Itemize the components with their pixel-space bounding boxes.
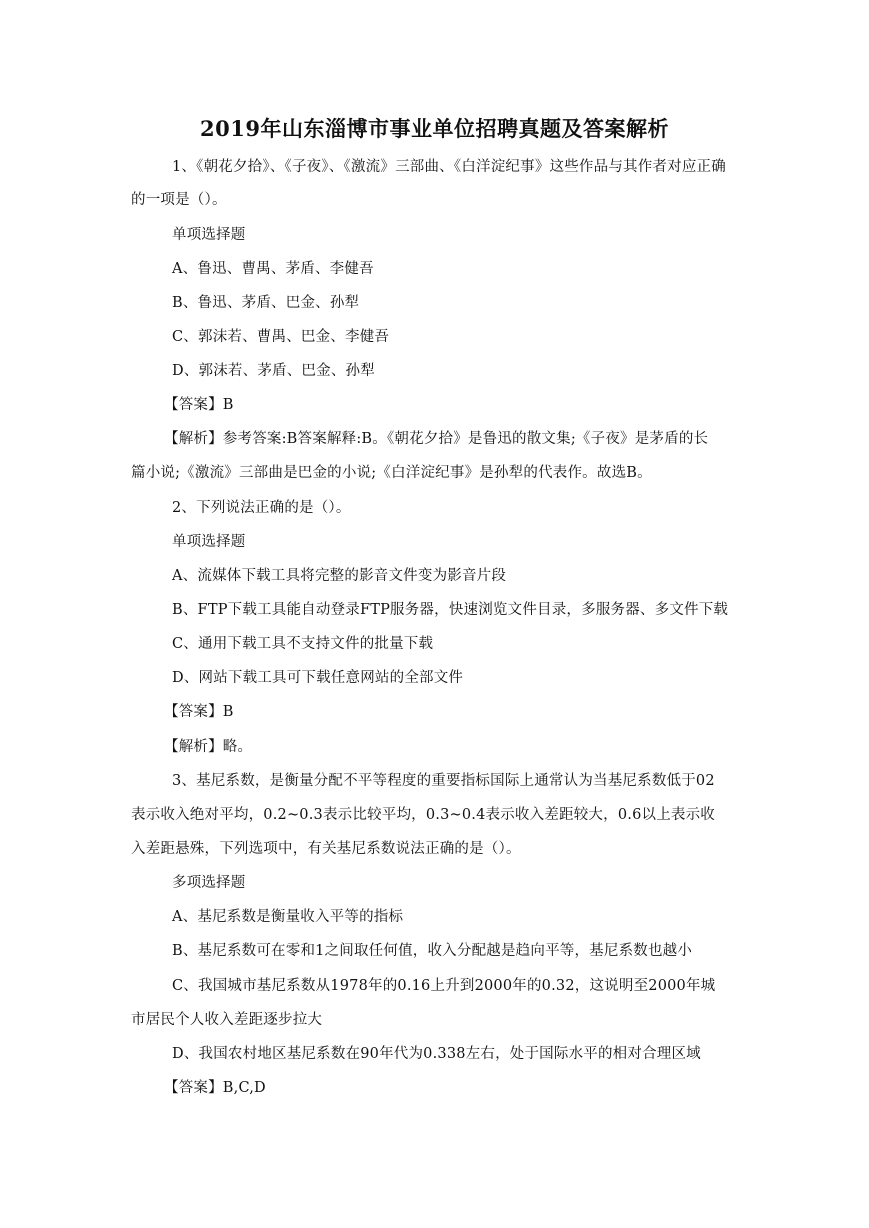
q2-option-b: B、FTP下载工具能自动登录FTP服务器，快速浏览文件目录，多服务器、多文件下载 xyxy=(172,602,729,618)
q1-analysis-line1: 【解析】参考答案:B答案解释:B。《朝花夕拾》是鲁迅的散文集;《子夜》是茅盾的长 xyxy=(164,431,709,447)
q3-stem-line2: 表示收入绝对平均，0.2~0.3表示比较平均，0.3~0.4表示收入差距较大，0.6以上表示收 xyxy=(131,807,715,823)
document-title: 2019年山东淄博市事业单位招聘真题及答案解析 xyxy=(200,116,669,141)
q2-answer: 【答案】B xyxy=(164,704,234,720)
q2-analysis: 【解析】略。 xyxy=(164,739,253,755)
q3-option-c-line2: 市居民个人收入差距逐步拉大 xyxy=(131,1012,323,1028)
q1-option-a: A、鲁迅、曹禺、茅盾、李健吾 xyxy=(172,261,374,277)
q1-option-c: C、郭沫若、曹禺、巴金、李健吾 xyxy=(172,329,390,345)
q1-option-b: B、鲁迅、茅盾、巴金、孙犁 xyxy=(172,295,360,311)
q2-stem: 2、下列说法正确的是（）。 xyxy=(172,500,351,516)
q3-stem-line3: 入差距悬殊，下列选项中，有关基尼系数说法正确的是（）。 xyxy=(131,841,521,857)
q1-question-type: 单项选择题 xyxy=(172,227,246,243)
q3-stem-line1: 3、基尼系数，是衡量分配不平等程度的重要指标国际上通常认为当基尼系数低于02 xyxy=(172,773,715,789)
q2-question-type: 单项选择题 xyxy=(172,534,246,550)
q3-question-type: 多项选择题 xyxy=(172,875,246,891)
q3-option-d: D、我国农村地区基尼系数在90年代为0.338左右，处于国际水平的相对合理区域 xyxy=(172,1046,701,1062)
q3-option-c-line1: C、我国城市基尼系数从1978年的0.16上升到2000年的0.32，这说明至2000年城 xyxy=(172,978,716,994)
q3-answer: 【答案】B,C,D xyxy=(164,1080,266,1096)
q1-option-d: D、郭沫若、茅盾、巴金、孙犁 xyxy=(172,363,375,379)
q1-analysis-line2: 篇小说;《激流》三部曲是巴金的小说;《白洋淀纪事》是孙犁的代表作。故选B。 xyxy=(131,465,652,481)
q2-option-d: D、网站下载工具可下载任意网站的全部文件 xyxy=(172,670,464,686)
q3-option-a: A、基尼系数是衡量收入平等的指标 xyxy=(172,909,404,925)
q1-answer: 【答案】B xyxy=(164,397,234,413)
q1-stem-line1: 1、《朝花夕拾》、《子夜》、《激流》三部曲、《白洋淀纪事》这些作品与其作者对应正确 xyxy=(172,159,726,175)
q1-stem-line2: 的一项是（）。 xyxy=(131,192,227,208)
q2-option-c: C、通用下载工具不支持文件的批量下载 xyxy=(172,636,434,652)
q3-option-b: B、基尼系数可在零和1之间取任何值，收入分配越是趋向平等，基尼系数也越小 xyxy=(172,943,693,959)
q2-option-a: A、流媒体下载工具将完整的影音文件变为影音片段 xyxy=(172,568,507,584)
